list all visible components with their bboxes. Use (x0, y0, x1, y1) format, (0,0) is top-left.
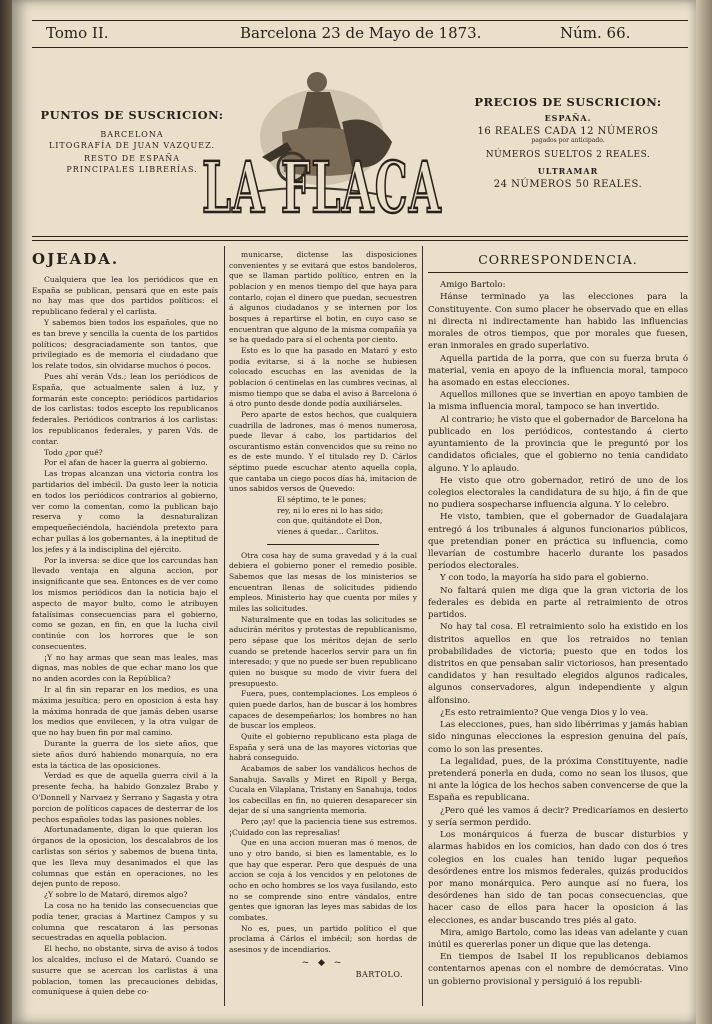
paragraph: Otra cosa hay de suma gravedad y á la cual debiera el gobierno poner el remedio posible. Sabemos que las mesas de los ministerios se encuentran llenas de solicitudes pidiendo empleos. Ministerio hay que cuenta por miles y miles las solicitudes. (229, 550, 417, 613)
subscription-points-title: PUNTOS DE SUSCRICION: (40, 108, 224, 122)
paragraph: Verdad es que de aquella guerra civil á la presente fecha, ha habido Gonzalez Brabo y O'Donnell y Narvaez y Serrano y Sagasta y otra porcion de políticos capaces de desterrar de los pechos españoles todas las pasiones nobles. (32, 771, 218, 824)
verse-line: con que, quitándote el Don, (277, 516, 383, 526)
top-rule (32, 20, 688, 21)
paragraph: El hecho, no obstante, sirva de aviso á todos los alcaldes, incluso el de Mataró. Cuando se susurre que se acercan los carlistas á una poblacion, tomen las precauciones debidas, comuníquese á quien debe co- (32, 944, 218, 997)
paragraph: Fuera, pues, contemplaciones. Los empleos ó quien puede darlos, han de buscar á los hombres capaces de desempeñarlos; los hombres no han de buscar los empleos. (229, 689, 417, 731)
verse (229, 495, 417, 538)
header-rule (32, 47, 688, 48)
newspaper-page (12, 0, 696, 1024)
paragraph: Esto es lo que ha pasado en Mataró y esto podia evitarse, si á la noche se hubiesen colocado escuchas en las avenidas de la poblacion ó centinelas en las cumbres vecinas, al mismo tiempo que se daba el aviso á Barcelona ó á otro punto desde donde podía auxiliárseles. (229, 345, 417, 409)
page-edges (694, 0, 712, 1024)
paragraph: He visto que otro gobernador, retiró de uno de los colegios electorales la candidatura de su hijo, á fin de que no pudiera sospecharse influencia alguna. Y lo celebro. (428, 475, 688, 511)
book-spine (0, 0, 12, 1024)
paragraph: Hánse terminado ya las elecciones para la Constituyente. Con sumo placer he observado que en ellas ni directa ni indirectamente han habido las influencias morales de otros tiempos, que por morales que fuesen, eran inmorales en grado superlativo. (428, 292, 688, 352)
paragraph: Cualquiera que lea los periódicos que en España se publican, pensará que en este país no hay mas que dos partidos políticos: el republicano federal y el carlista. (32, 274, 218, 317)
volume: Tomo II. (46, 24, 109, 42)
ornament: ~ ◆ ~ (301, 957, 345, 968)
paragraph: No es, pues, un partido político el que proclama á Cárlos el imbécil; son hordas de asesinos y de incendiarios. (229, 923, 417, 954)
paragraph: Aquellos millones que se invertian en apoyo tambien de la misma influencia moral, tampoco se han invertido. (428, 390, 688, 413)
paragraph: En tiempos de Isabel II los republicanos debiamos contentarnos apenas con el nombre de demócratas. Vino un gobierno provisional y persiguió á los republi- (428, 952, 688, 987)
masthead-rule-bottom (32, 240, 688, 241)
column-ojeada-continued (229, 250, 417, 981)
paragraph: Todo ¿por qué? (44, 447, 103, 457)
paragraph: ¿Y sobre lo de Mataró, diremos algo? (44, 890, 188, 900)
paragraph: He visto, tambien, que el gobernador de Guadalajara entregó á los tribunales á algunos funcionarios públicos, que pretendian poner en práctica su influencia, como llevarían de costumbre hacerlo durante los pasados períodos electorales. (428, 512, 688, 572)
paragraph-group (229, 250, 417, 495)
paragraph: Las elecciones, pues, han sido libérrimas y jamás habian sido ningunas elecciones la espresion genuina del país, como lo son las presentes. (428, 720, 688, 755)
prices-overseas: ULTRAMAR (537, 166, 599, 176)
paragraph: Durante la guerra de los siete años, que siete años duró habiendo monarquía, no era esta la táctica de las oposiciones. (32, 739, 218, 770)
prices-spain-price: 16 REALES CADA 12 NÚMEROS (477, 126, 659, 137)
masthead-rule-top (32, 236, 688, 237)
article-heading: OJEADA. (32, 250, 120, 268)
prices-loose: NÚMEROS SUELTOS 2 REALES. (485, 150, 651, 160)
paragraph: Al contrario; he visto que el gobernador de Barcelona ha publicado en los periódicos, contestando á cierto ayuntamiento de la provincia que le preguntó por los candidatos oficiales, que el gobierno no tenia candidato alguno. Y lo aplaudo. (428, 414, 688, 474)
prices-spain-note: pagados por anticipado. (531, 137, 605, 144)
paragraph: No hay tal cosa. El retraimiento solo ha existido en los distritos aquellos en que los retraidos no tenian probabilidades de victoria; puesto que en todos los distritos en que pensaban salir victoriosos, han presentado candidatos y han resultado elegidos algunos radicales, algunos conservadores, algun independiente y algun alfonsino. (428, 622, 688, 706)
paragraph: Aquella partida de la porra, que con su fuerza bruta ó material, venia en apoyo de la influencia moral, tampoco ha asomado en estas elecciones. (428, 353, 688, 388)
paragraph: ¿Es esto retraimiento? Que venga Dios y lo vea. (440, 707, 649, 718)
column-ojeada (32, 250, 218, 998)
masthead-illustration (192, 62, 452, 232)
header-bar (32, 22, 688, 48)
paragraph: No faltará quien me diga que la gran victoria de los federales es debida en parte al retraimiento de otros partidos. (428, 585, 688, 621)
paragraph: Quite el gobierno republicano esta plaga de España y será una de las mayores victorias que habrá conseguido. (229, 731, 417, 763)
article-heading: CORRESPONDENCIA. (478, 252, 638, 267)
column-correspondencia (428, 250, 688, 988)
prices-title: PRECIOS DE SUSCRICION: (474, 95, 662, 109)
paragraph: Por el afan de hacer la guerra al gobierno. (44, 458, 208, 468)
subscription-line: RESTO DE ESPAÑA (83, 154, 181, 163)
paragraph: Acabamos de saber los vandálicos hechos de Sanahuja. Savalls y Miret en Ripoll y Berga, Cucala en Vilaplana, Tristany en Sanahuja, todos los cabecillas en fin, no quieren desaparecer sin dejar de sí una sangrienta memoria. (229, 763, 417, 816)
subscription-prices (468, 95, 668, 190)
paragraph: Afortunadamente, digan lo que quieran los órganos de la oposicion, los descalabros de los carlistas son sérios y sabemos de buena tinta, que les lleva muy desanimados el que las columnas que están en operaciones, no les dejen punto de reposo. (32, 825, 218, 889)
paragraph: Las tropas alcanzan una victoria contra los partidarios del imbécil. Da gusto leer la noticia en todos los periódicos contrarios al gobierno, ver como la comentan, como la publican bajo reserva y como la desnaturalizan empequeñeciéndola, haciéndola pretexto para echar pullas á los gobernantes, á la ineptitud de los jefes y á la indisciplina del ejército. (32, 469, 218, 554)
paragraph: Pero ¡ay! que la paciencia tiene sus estremos. ¡Cuidado con las represalias! (229, 817, 417, 837)
prices-spain: ESPAÑA. (544, 113, 592, 123)
heading-rule (428, 272, 688, 273)
verse-line: rey, ni lo eres ni lo has sido; (277, 505, 384, 515)
paragraph: Pero aparte de estos hechos, que cualquiera cuadrilla de ladrones, mas ó menos numerosa, puede llevar á cabo, los partidarios del oscurantismo están convencidos que su reino no es de este mundo. Y el titulado rey D. Cárlos séptimo puede escuchar atento aquella copla, que cantaba un ciego pocos días há, imitacion de unos sabidos versos de Quevedo: (229, 409, 417, 494)
signature: BARTOLO. (355, 970, 403, 980)
column-rule (224, 246, 225, 1006)
paragraph: Mira, amigo Bartolo, como las ideas van adelante y cuan inútil es quererlas poner un dique que las detenga. (428, 927, 688, 951)
paragraph: Por la inversa: se dice que los carcundas han llevado ventaja en alguna accion, por insignificante que sea. Entonces es de ver como los mismos periódicos dan la noticia bajo el aspecto de mayor bulto, como le atribuyen fatalísimas consecuencias para el gobierno, como se gozan, en fin, en que la lucha civil continúe con los horrores que le son consecuentes. (32, 555, 218, 651)
issue-number: Núm. 66. (560, 24, 631, 42)
paragraph: ¡Y no hay armas que sean mas leales, mas dignas, mas nobles de que echar mano los que no anden acordes con la República? (32, 652, 218, 684)
section-separator (267, 544, 380, 545)
paragraph: Y con todo, la mayoría ha sido para el gobierno. (440, 573, 649, 584)
masthead-title: LA FLACA (202, 146, 442, 229)
paragraph: Y sabemos bien todos los españoles, que no es tan breve y sencilla la cuenta de los partidos políticos; desgraciadamente son tantos, que privilegiado es de memoria el ciudadano que los relate todos, sin olvidarse muchos ó pocos. (32, 317, 218, 371)
paragraph: La legalidad, pues, de la próxima Constituyente, nadie pretenderá ponerla en duda, como no sean los ilusos, que ni ante la lógica de los hechos saben convencerse de que la España es republicana. (428, 756, 688, 804)
paragraph: ¿Pero qué les vamos á decir? Predicaríamos en desierto y sería sermon perdido. (428, 805, 688, 828)
paragraph: Que en una accion mueran mas ó menos, de uno y otro bando, si bien es lamentable, es lo que hay que esperar. Pero que después de una accion se coja á los vencidos y en pelotones de ocho en ocho hombres se los vaya fusilando, esto no se comprende sino entre vándalos, entre gentes que ignoran las leyes mas sabidas de los combates. (229, 838, 417, 923)
prices-overseas-price: 24 NÚMEROS 50 REALES. (493, 179, 643, 190)
subscription-line: BARCELONA (100, 130, 164, 139)
paragraph-group (229, 551, 417, 956)
paragraph: Amigo Bartolo: (440, 280, 506, 291)
subscription-line: LITOGRAFÍA DE JUAN VAZQUEZ. (48, 141, 216, 150)
paragraph: La cosa no ha tenido las consecuencias que podía tener, gracias á Martinez Campos y su columna que rescataron á las personas secuestradas en aquella poblacion. (32, 901, 218, 943)
paragraph: municarse, dictense las disposiciones convenientes y se evitará que estos bandoleros, que se llaman partido político, entren en la poblacion y en menos tiempo del que haya para contarlo, cojan el dinero que puedan, secuestren á algunos ciudadanos y se internen por los bosques á repartirse el botin, en cuyo caso se encuentran que alguno de la misma compañía ya se ha quedado para sí el ochenta por ciento. (229, 250, 417, 345)
column-rule (422, 246, 423, 1006)
date: Barcelona 23 de Mayo de 1873. (240, 24, 482, 42)
paragraph: Ir al fin sin reparar en los medios, es una máxima jesuítica; pero en oposicion á esta hay la máxima honrada de que jamás deben usarse los medios que envilecen, y la otra vulgar de que no hay buen fin por mal camino. (32, 685, 218, 738)
paragraph: Pues ahí verán Vds.; lean los periódicos de España, que actualmente salen á luz, y formarán este concepto: periódicos partidarios de los carlistas: todos escepto los republicanos federales. Periódicos contrarios á los carlistas: los republicanos federales, y paren Vds. de contar. (32, 371, 218, 446)
paragraph: Naturalmente que en todas las solicitudes se aducirán méritos y protestas de republicanismo, pero sépase que los méritos dejan de serlo cuando se pretende hacerlos servir para un fin interesado; y que no puede ser buen republicano quien no busque su modo de vivir fuera del presupuesto. (229, 614, 417, 688)
verse-line: El séptimo, te le pones; (277, 495, 367, 505)
verse-line: vienes á quedar... Carlitos. (277, 527, 379, 537)
paragraph: Los monárquicos á fuerza de buscar disturbios y alarmas habidos en los comicios, han dado con dos ó tres colegios en los cuales han tenido lugar pequeños desórdenes entre los mismos federales, quizás producidos por mano monárquica. Pero aunque así no fuera, los desórdenes han sido de tan pocas consecuencias, que hacer caso de ellos para hacer la oposicion á las elecciones, es andar buscando tres piés al gato. (428, 830, 688, 926)
subscription-line: PRINCIPALES LIBRERÍAS. (66, 165, 198, 174)
